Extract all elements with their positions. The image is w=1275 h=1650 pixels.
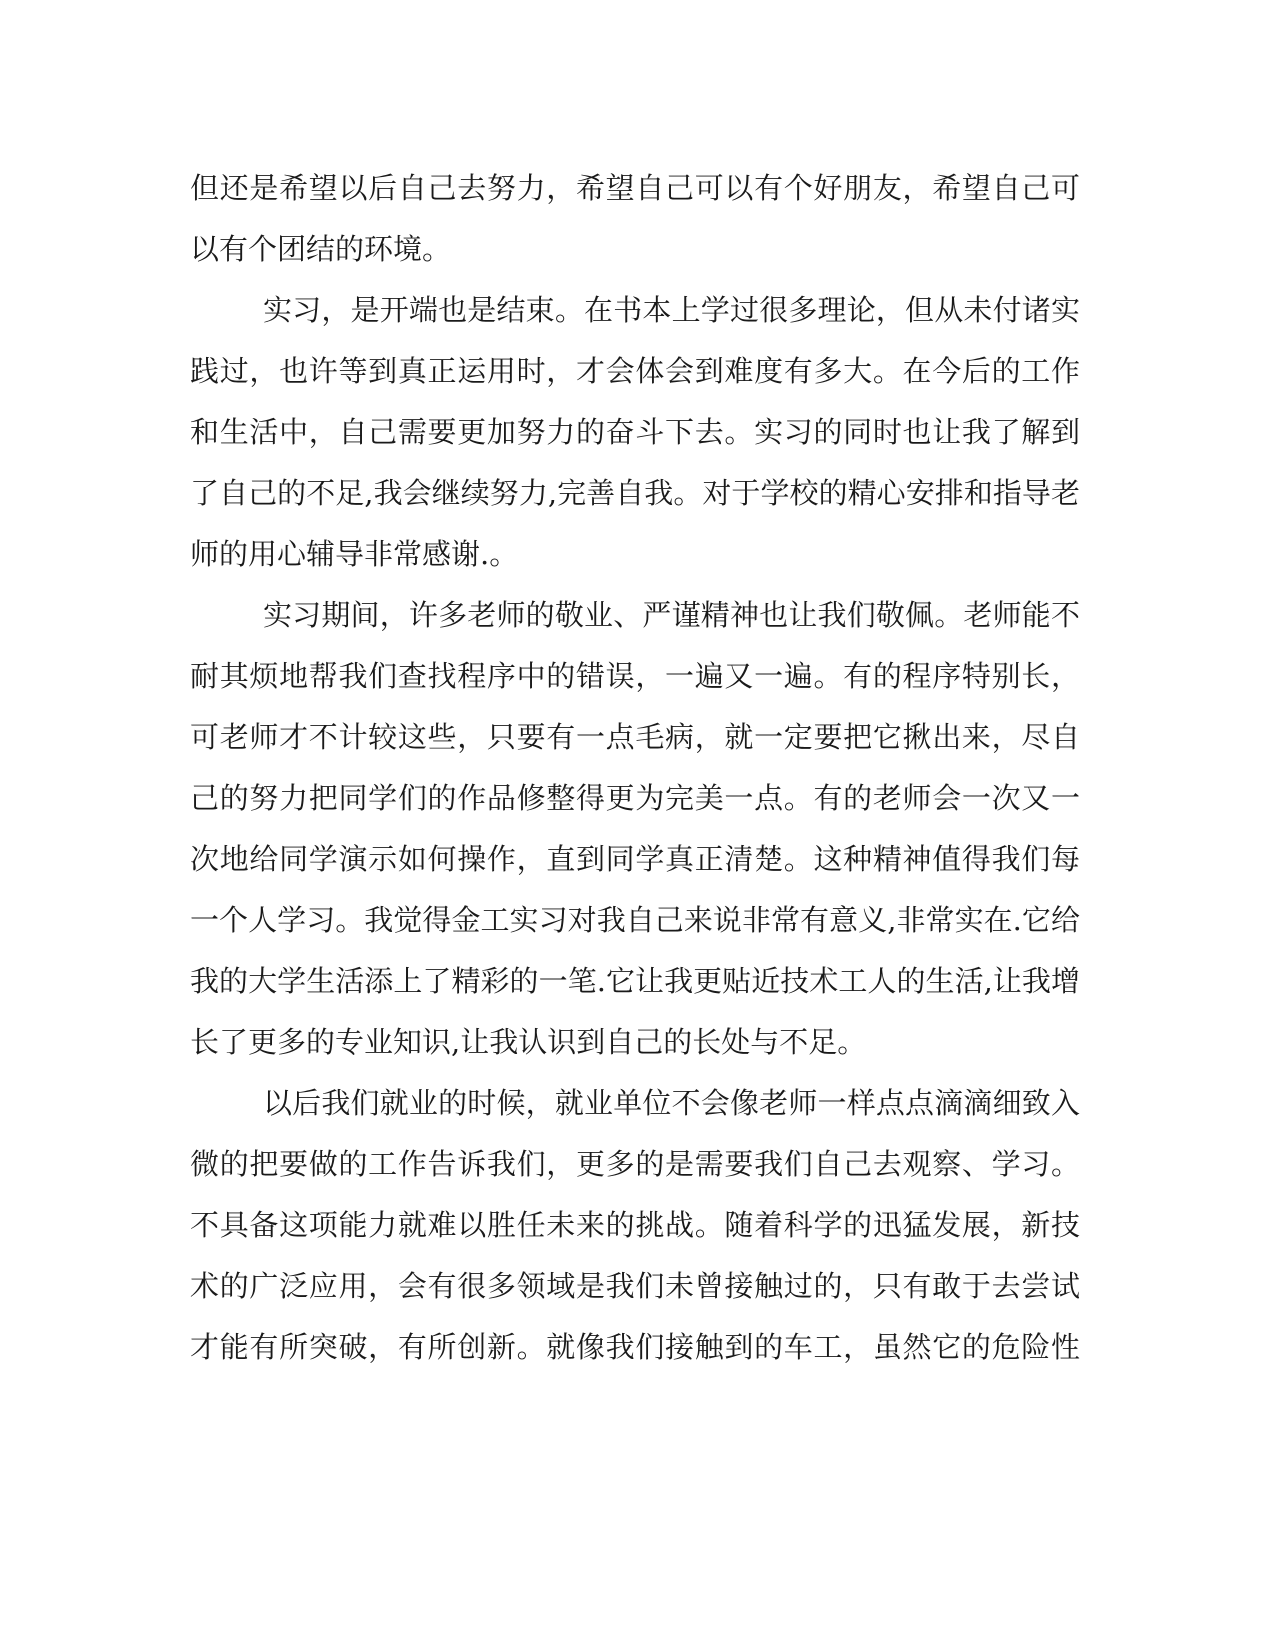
text-line: 术的广泛应用，会有很多领域是我们未曾接触过的，只有敢于去尝试 (190, 1269, 1080, 1303)
text-line: 实习，是开端也是结束。在书本上学过很多理论，但从未付诸实 (263, 293, 1080, 327)
paragraph-3 (190, 585, 1080, 1073)
text-line: 践过，也许等到真正运用时，才会体会到难度有多大。在今后的工作 (190, 354, 1080, 388)
text-line: 师的用心辅导非常感谢.。 (190, 537, 519, 571)
text-line: 长了更多的专业知识,让我认识到自己的长处与不足。 (190, 1025, 867, 1059)
text-line: 次地给同学演示如何操作，直到同学真正清楚。这种精神值得我们每 (190, 842, 1080, 876)
text-line: 我的大学生活添上了精彩的一笔.它让我更贴近技术工人的生活,让我增 (190, 964, 1080, 998)
text-line: 实习期间，许多老师的敬业、严谨精神也让我们敬佩。老师能不 (263, 598, 1080, 632)
text-line: 才能有所突破，有所创新。就像我们接触到的车工，虽然它的危险性 (190, 1330, 1080, 1364)
text-line: 一个人学习。我觉得金工实习对我自己来说非常有意义,非常实在.它给 (190, 903, 1080, 937)
text-line: 耐其烦地帮我们查找程序中的错误，一遍又一遍。有的程序特别长， (190, 659, 1080, 693)
text-line: 和生活中，自己需要更加努力的奋斗下去。实习的同时也让我了解到 (190, 415, 1080, 449)
paragraph-1 (190, 158, 1080, 280)
text-line: 可老师才不计较这些，只要有一点毛病，就一定要把它揪出来，尽自 (190, 720, 1080, 754)
body-text (190, 158, 1080, 1378)
text-line: 己的努力把同学们的作品修整得更为完美一点。有的老师会一次又一 (190, 781, 1080, 815)
text-line: 以有个团结的环境。 (190, 232, 452, 266)
paragraph-2 (190, 280, 1080, 585)
text-line: 微的把要做的工作告诉我们，更多的是需要我们自己去观察、学习。 (190, 1147, 1080, 1181)
text-line: 了自己的不足,我会继续努力,完善自我。对于学校的精心安排和指导老 (190, 476, 1080, 510)
paragraph-4 (190, 1073, 1080, 1378)
text-line: 以后我们就业的时候，就业单位不会像老师一样点点滴滴细致入 (263, 1086, 1080, 1120)
text-line: 不具备这项能力就难以胜任未来的挑战。随着科学的迅猛发展，新技 (190, 1208, 1080, 1242)
text-line: 但还是希望以后自己去努力，希望自己可以有个好朋友，希望自己可 (190, 171, 1080, 205)
